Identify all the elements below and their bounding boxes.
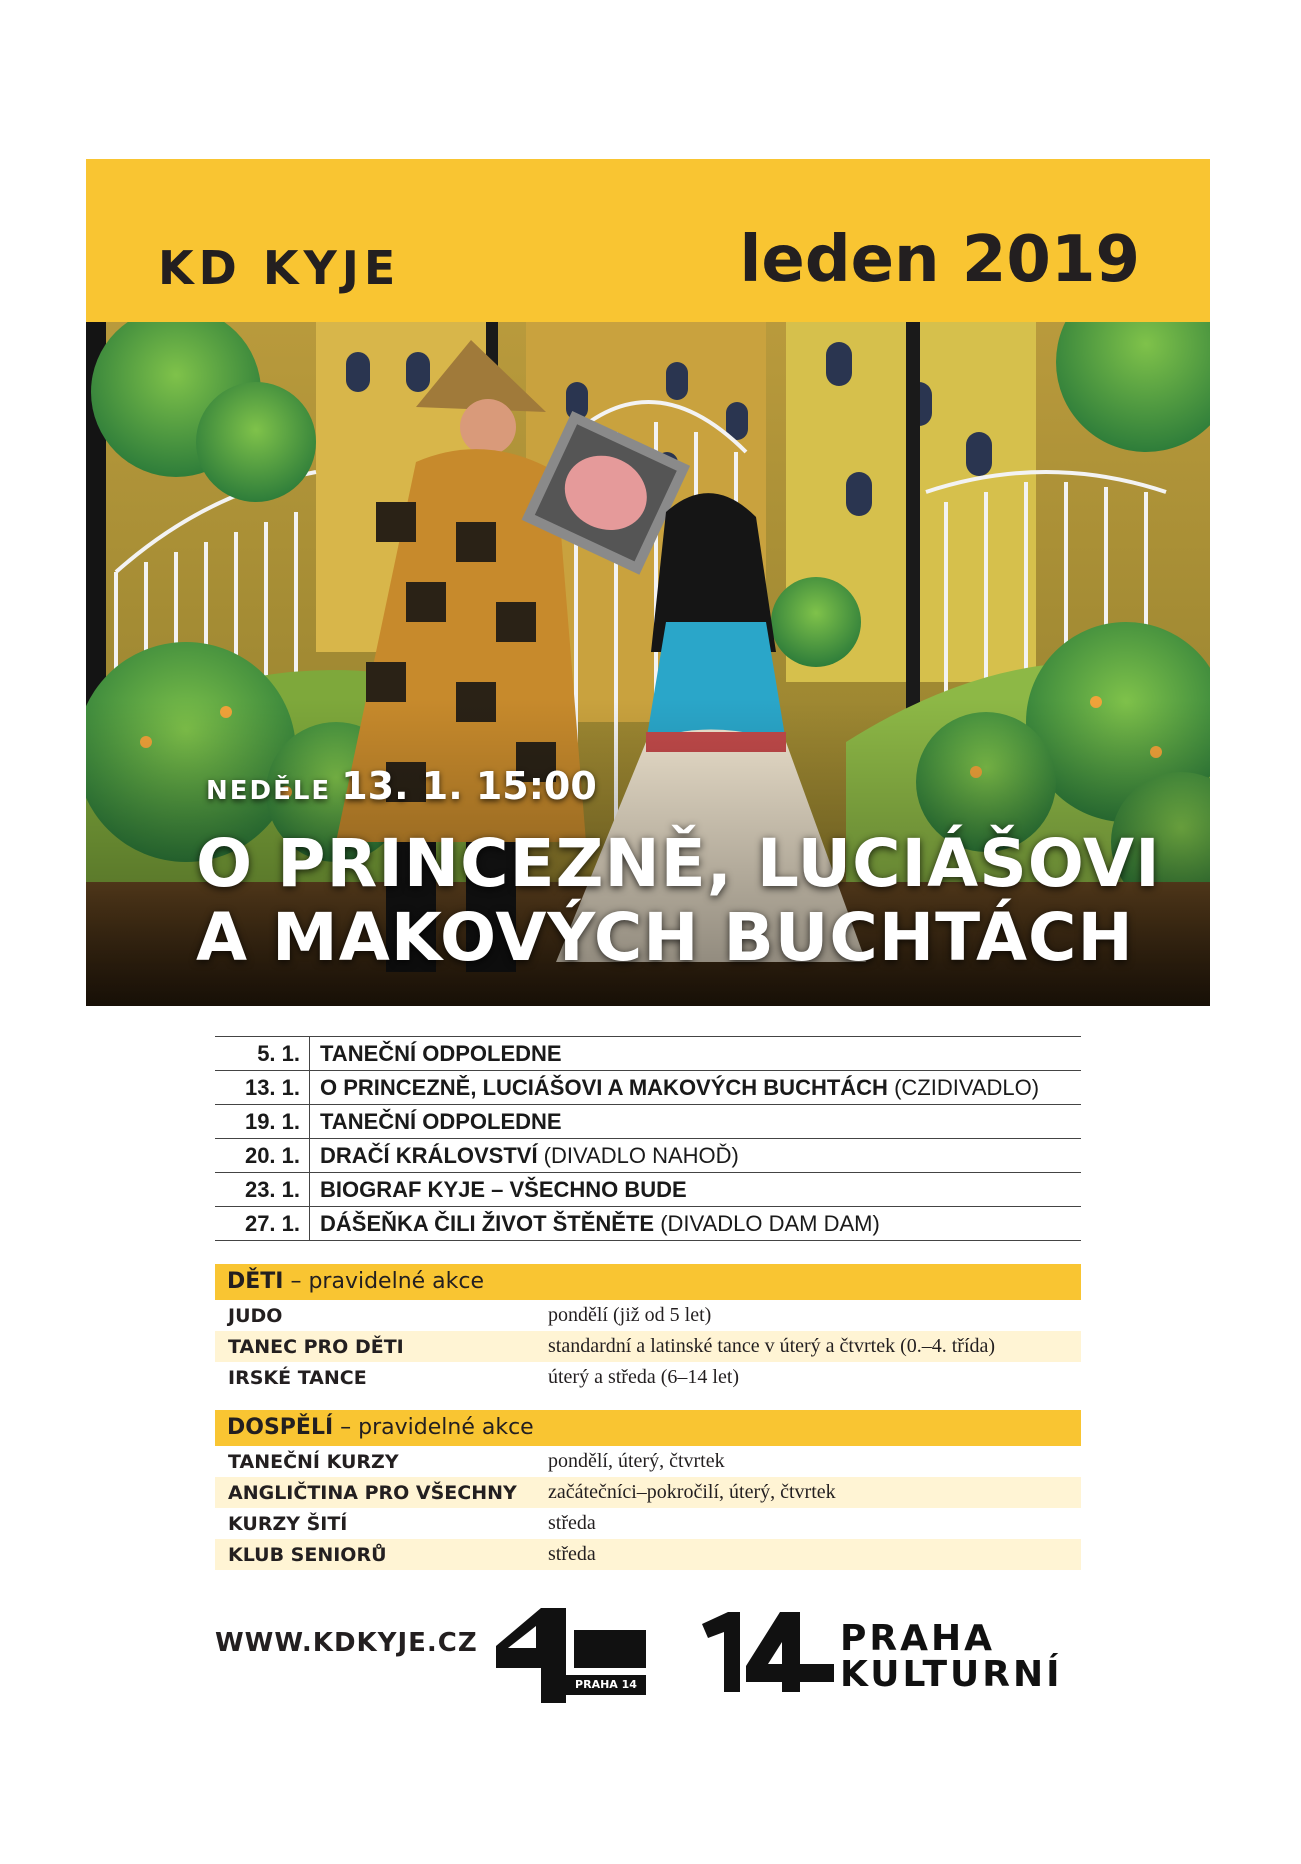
adults-heading-rest: – pravidelné akce	[333, 1415, 534, 1440]
kids-heading	[215, 1264, 1081, 1300]
program-event	[310, 1139, 1082, 1173]
activity-row	[215, 1362, 1081, 1393]
program-event-company: (CZIDIVADLO)	[887, 1074, 1040, 1100]
activity-name: KURZY ŠITÍ	[228, 1512, 348, 1535]
program-date: 23. 1.	[215, 1173, 310, 1207]
program-event	[310, 1105, 1082, 1139]
program-event-company: (DIVADLO DAM DAM)	[654, 1210, 880, 1236]
activity-schedule: pondělí (již od 5 let)	[548, 1304, 712, 1326]
program-date: 19. 1.	[215, 1105, 310, 1139]
activity-schedule: úterý a středa (6–14 let)	[548, 1366, 740, 1388]
event-datetime	[206, 764, 597, 808]
activity-name: KLUB SENIORŮ	[228, 1543, 387, 1566]
header-band	[86, 159, 1210, 322]
program-row	[215, 1139, 1081, 1173]
adults-heading	[215, 1410, 1081, 1446]
number-14-icon	[702, 1612, 834, 1692]
program-table	[215, 1036, 1081, 1241]
praha-kulturni-line1: PRAHA	[840, 1618, 995, 1659]
event-day: NEDĚLE	[206, 776, 332, 806]
activity-row	[215, 1446, 1081, 1477]
activity-schedule: standardní a latinské tance v úterý a čtvrtek (0.–4. třída)	[548, 1335, 996, 1357]
program-event-title: DÁŠEŇKA ČILI ŽIVOT ŠTĚNĚTE	[320, 1210, 655, 1236]
program-row	[215, 1105, 1081, 1139]
kids-heading-rest: – pravidelné akce	[283, 1269, 485, 1294]
praha14-logo	[496, 1608, 656, 1708]
activity-schedule: začátečníci–pokročilí, úterý, čtvrtek	[548, 1481, 836, 1503]
program-event-title: BIOGRAF KYJE – VŠECHNO BUDE	[320, 1176, 687, 1202]
program-event-title: DRAČÍ KRÁLOVSTVÍ	[320, 1142, 538, 1168]
program-event-title: O PRINCEZNĚ, LUCIÁŠOVI A MAKOVÝCH BUCHTÁCH	[320, 1074, 888, 1100]
website-link[interactable]: WWW.KDKYJE.CZ	[215, 1628, 478, 1658]
program-event-company: (DIVADLO NAHOĎ)	[537, 1142, 739, 1168]
activity-name: ANGLIČTINA PRO VŠECHNY	[228, 1481, 517, 1504]
program-event	[310, 1173, 1082, 1207]
activity-name: TANEČNÍ KURZY	[228, 1450, 399, 1473]
program-event	[310, 1207, 1082, 1241]
program-date: 13. 1.	[215, 1071, 310, 1105]
program-date: 27. 1.	[215, 1207, 310, 1241]
activity-row	[215, 1508, 1081, 1539]
praha14-logo-caption: PRAHA 14	[566, 1675, 646, 1695]
program-event-title: TANEČNÍ ODPOLEDNE	[320, 1040, 562, 1066]
program-event	[310, 1071, 1082, 1105]
adults-heading-bold: DOSPĚLÍ	[227, 1415, 334, 1440]
kids-heading-bold: DĚTI	[227, 1269, 284, 1294]
show-title-line1: O PRINCEZNĚ, LUCIÁŠOVI	[196, 825, 1161, 902]
hero-photo	[86, 322, 1210, 1006]
event-date-time: 13. 1. 15:00	[341, 764, 597, 808]
praha-kulturni-line2: KULTURNÍ	[840, 1654, 1063, 1695]
activity-name: JUDO	[228, 1304, 283, 1327]
kids-activities	[215, 1264, 1081, 1393]
activity-schedule: pondělí, úterý, čtvrtek	[548, 1450, 725, 1472]
praha-kulturni-logo	[702, 1612, 1063, 1697]
month-title: leden 2019	[739, 223, 1140, 297]
program-row	[215, 1173, 1081, 1207]
activity-schedule: středa	[548, 1512, 596, 1534]
program-date: 20. 1.	[215, 1139, 310, 1173]
show-title-line2: A MAKOVÝCH BUCHTÁCH	[196, 899, 1134, 976]
program-date: 5. 1.	[215, 1037, 310, 1071]
program-row	[215, 1207, 1081, 1241]
activity-name: TANEC PRO DĚTI	[228, 1335, 404, 1358]
program-row	[215, 1037, 1081, 1071]
activity-row	[215, 1331, 1081, 1362]
activity-row	[215, 1539, 1081, 1570]
program-event	[310, 1037, 1082, 1071]
activity-name: IRSKÉ TANCE	[228, 1366, 367, 1389]
adults-activities	[215, 1410, 1081, 1570]
activity-row	[215, 1477, 1081, 1508]
program-event-title: TANEČNÍ ODPOLEDNE	[320, 1108, 562, 1134]
featured-show-title	[196, 827, 1161, 975]
activity-row	[215, 1300, 1081, 1331]
program-row	[215, 1071, 1081, 1105]
venue-name: KD KYJE	[158, 241, 401, 295]
activity-schedule: středa	[548, 1543, 596, 1565]
